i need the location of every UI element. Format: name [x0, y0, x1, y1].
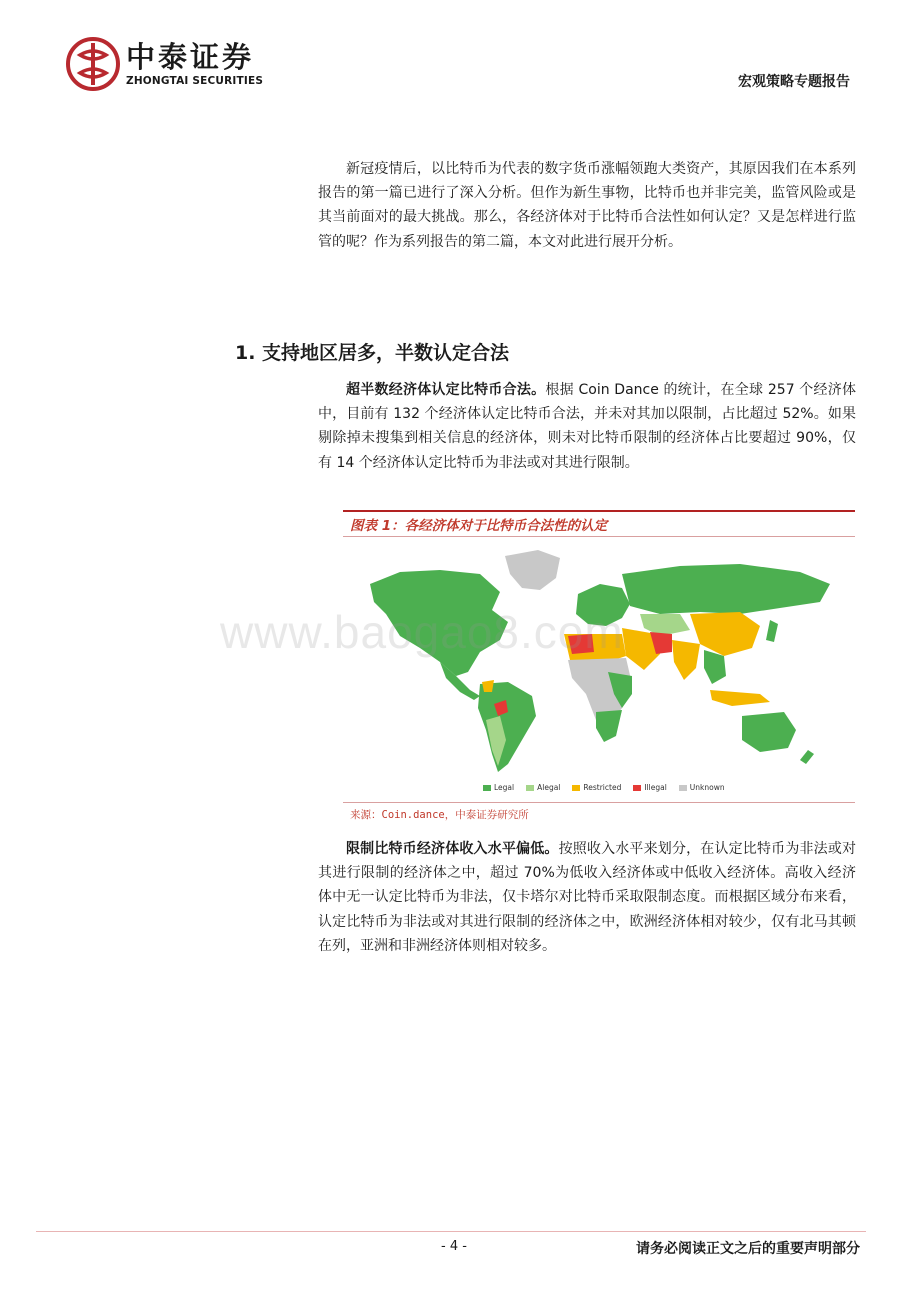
report-type-label: 宏观策略专题报告 [738, 74, 850, 90]
legend-swatch-legal [483, 785, 491, 791]
map-southern-africa [596, 710, 622, 742]
paragraph-lead: 超半数经济体认定比特币合法。 [346, 382, 546, 398]
map-russia [622, 564, 830, 614]
legend-item-alegal [526, 783, 560, 792]
map-china [690, 612, 760, 656]
watermark-text: www.baogao8.com [220, 606, 624, 658]
legend-label: Legal [494, 783, 515, 792]
figure-top-rule [343, 510, 855, 512]
paragraph-legal-majority [318, 378, 856, 475]
paragraph-income-level [318, 837, 856, 958]
legend-swatch-alegal [526, 785, 534, 791]
company-logo [66, 37, 263, 91]
world-map-bitcoin-legality [360, 544, 840, 776]
map-japan [766, 620, 778, 642]
figure-title-rule [343, 536, 855, 537]
logo-chinese-name: 中泰证券 [126, 40, 255, 74]
page-number: - 4 - [441, 1239, 467, 1254]
legend-item-legal [483, 783, 514, 792]
figure-title: 图表 1：各经济体对于比特币合法性的认定 [350, 518, 608, 534]
legend-swatch-restricted [572, 785, 580, 791]
map-indonesia [710, 690, 770, 706]
legend-item-illegal [633, 783, 666, 792]
figure-bottom-rule [343, 802, 855, 803]
footer-rule [36, 1231, 866, 1232]
legend-swatch-illegal [633, 785, 641, 791]
legend-item-unknown [679, 783, 725, 792]
legend-swatch-unknown [679, 785, 687, 791]
disclaimer-note: 请务必阅读正文之后的重要声明部分 [636, 1241, 860, 1257]
legend-label: Illegal [644, 783, 667, 792]
logo-english-name: ZHONGTAI SECURITIES [126, 75, 264, 87]
zhongtai-logo-icon [66, 37, 120, 91]
map-new-zealand [800, 750, 814, 764]
map-legend [483, 783, 725, 792]
map-australia [742, 712, 796, 752]
map-india [672, 640, 700, 680]
legend-label: Restricted [583, 783, 622, 792]
legend-label: Alegal [537, 783, 561, 792]
paragraph-body: 按照收入水平来划分，在认定比特币为非法或对其进行限制的经济体之中，超过 70%为低收入经济体或中低收入经济体。高收入经济体中无一认定比特币为非法，仅卡塔尔对比特币采取限制态度。而根据区域分布来看，认定比特币为非法或对其进行限制的经济体之中，欧洲经济体相对较少，仅有北马其顿在列，亚洲和非洲经济体则相对较多。 [318, 841, 857, 954]
paragraph-body: 根据 Coin Dance 的统计，在全球 257 个经济体中，目前有 132 个经济体认定比特币合法，并未对其加以限制，占比超过 52%。如果剔除掉未搜集到相关信息的经济体，则未对比特币限制的经济体占比要超过 90%，仅有 14 个经济体认定比特币为非法或对其进行限制。 [318, 382, 857, 471]
paragraph-lead: 限制比特币经济体收入水平偏低。 [346, 841, 559, 857]
legend-item-restricted [572, 783, 621, 792]
legend-label: Unknown [689, 783, 725, 792]
map-colombia-restricted [482, 680, 494, 692]
section-heading: 1. 支持地区居多，半数认定合法 [235, 342, 510, 364]
map-south-america [478, 682, 536, 772]
map-greenland [505, 550, 560, 590]
intro-paragraph: 新冠疫情后，以比特币为代表的数字货币涨幅领跑大类资产，其原因我们在本系列报告的第一篇已进行了深入分析。但作为新生事物，比特币也并非完美，监管风险或是其当前面对的最大挑战。那么，各经济体对于比特币合法性如何认定？又是怎样进行监管的呢？作为系列报告的第二篇，本文对此进行展开分析。 [318, 161, 856, 250]
figure-source: 来源：Coin.dance，中泰证券研究所 [350, 809, 529, 821]
